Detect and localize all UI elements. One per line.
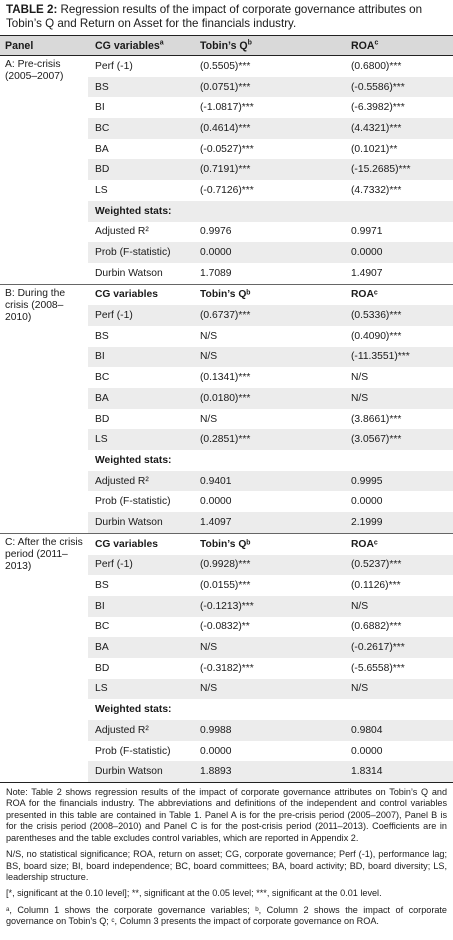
cell-variable: Prob (F-statistic) <box>95 745 171 757</box>
cell-roa: (0.6800)*** <box>351 60 402 72</box>
table-row <box>88 367 453 388</box>
cell-variable: BC <box>95 122 110 134</box>
table-row <box>88 555 453 576</box>
cell-variable: Perf (-1) <box>95 310 133 322</box>
table-row <box>88 534 453 555</box>
cell-tobins-q: (-0.0527)*** <box>200 143 254 155</box>
cell-variable: LS <box>95 434 108 446</box>
cell-variable: LS <box>95 184 108 196</box>
cell-roa: N/S <box>351 392 369 404</box>
table-row <box>88 97 453 118</box>
cell-tobins-q: N/S <box>200 683 218 695</box>
cell-variable: BA <box>95 143 109 155</box>
cell-roa: (0.6882)*** <box>351 621 402 633</box>
cell-roa: 1.4907 <box>351 267 383 279</box>
panel-rows <box>88 285 453 533</box>
cell-tobins-q: 0.0000 <box>200 247 232 259</box>
cell-roa: 0.9804 <box>351 724 383 736</box>
table-row <box>88 699 453 720</box>
cell-variable: CG variables <box>95 289 158 301</box>
table-notes <box>0 782 453 927</box>
panel-b <box>0 284 453 533</box>
cell-tobins-q: 0.0000 <box>200 745 232 757</box>
table-row <box>88 285 453 306</box>
cell-roa: (-6.3982)*** <box>351 102 405 114</box>
cell-roa: (0.1126)*** <box>351 580 401 592</box>
cell-variable: BI <box>95 351 105 363</box>
cell-roa: (3.8661)*** <box>351 413 402 425</box>
cell-variable: Perf (-1) <box>95 60 133 72</box>
cell-variable: Prob (F-statistic) <box>95 247 171 259</box>
table-row <box>88 658 453 679</box>
cell-tobins-q: N/S <box>200 330 218 342</box>
cell-variable: BS <box>95 580 109 592</box>
cell-roa: (4.7332)*** <box>351 184 402 196</box>
cell-roa: 0.0000 <box>351 496 383 508</box>
table-row <box>88 305 453 326</box>
cell-roa: (4.4321)*** <box>351 122 402 134</box>
cell-tobins-q: 1.4097 <box>200 516 232 528</box>
cell-roa: 0.0000 <box>351 745 383 757</box>
table-row <box>88 617 453 638</box>
cell-variable: Prob (F-statistic) <box>95 496 171 508</box>
table-title <box>0 0 453 33</box>
table-row <box>88 429 453 450</box>
table-row <box>88 180 453 201</box>
cell-tobins-q: (0.0751)*** <box>200 81 251 93</box>
cell-roa: (-0.2617)*** <box>351 642 405 654</box>
cell-roa: (0.5336)*** <box>351 310 402 322</box>
table-row <box>88 471 453 492</box>
table-row <box>88 139 453 160</box>
table-row <box>88 388 453 409</box>
cell-tobins-q: (-1.0817)*** <box>200 102 254 114</box>
table-row <box>88 159 453 180</box>
cell-variable: BD <box>95 662 110 674</box>
cell-tobins-q: N/S <box>200 351 218 363</box>
panel-c <box>0 533 453 782</box>
cell-variable: BD <box>95 164 110 176</box>
cell-roa: (-11.3551)*** <box>351 351 410 363</box>
cell-roa: (-5.6558)*** <box>351 662 405 674</box>
table-row <box>88 679 453 700</box>
cell-variable: BI <box>95 102 105 114</box>
cell-roa: N/S <box>351 600 369 612</box>
cell-tobins-q: N/S <box>200 642 218 654</box>
cell-roa: (0.5237)*** <box>351 559 402 571</box>
cell-tobins-q: (-0.7126)*** <box>200 184 254 196</box>
table-row <box>88 491 453 512</box>
panel-a <box>0 56 453 284</box>
cell-tobins-q: (0.6737)*** <box>200 310 251 322</box>
cell-tobins-q: (0.2851)*** <box>200 434 251 446</box>
cell-roa: N/S <box>351 683 369 695</box>
panel-rows <box>88 534 453 782</box>
panel-label: C: After the crisis period (2011–2013) <box>5 536 83 572</box>
cell-tobins-q: (-0.1213)*** <box>200 600 254 612</box>
cell-roa: (0.4090)*** <box>351 330 402 342</box>
cell-variable: Weighted stats: <box>95 205 172 217</box>
table-body <box>0 56 453 782</box>
panel-rows <box>88 56 453 284</box>
column-note: ᵃ, Column 1 shows the corporate governance variables; ᵇ, Column 2 shows the impact of corporate governance on Tobin’s Q; ᶜ, Column 3 presents the impact of corporate governance on ROA. <box>6 904 447 927</box>
cell-tobins-q: (0.0155)*** <box>200 580 251 592</box>
cell-variable: BD <box>95 413 110 425</box>
cell-tobins-q: 0.9988 <box>200 724 232 736</box>
cell-tobins-q: (-0.3182)*** <box>200 662 254 674</box>
table-row <box>88 575 453 596</box>
cell-tobins-q: (-0.0832)** <box>200 621 250 633</box>
table-label: TABLE 2: <box>6 3 58 16</box>
cell-variable: BS <box>95 330 109 342</box>
cell-variable: Adjusted R² <box>95 475 149 487</box>
header-roa: ROA$^c$ <box>351 38 379 52</box>
cell-tobins-q: (0.4614)*** <box>200 122 251 134</box>
cell-variable: BS <box>95 81 109 93</box>
table-row <box>88 450 453 471</box>
panel-label: B: During the crisis (2008–2010) <box>5 287 66 323</box>
cell-roa: (3.0567)*** <box>351 434 402 446</box>
cell-variable: Adjusted R² <box>95 724 149 736</box>
cell-variable: LS <box>95 683 108 695</box>
cell-tobins-q: (0.0180)*** <box>200 392 251 404</box>
table-row <box>88 201 453 222</box>
cell-tobins-q: (0.5505)*** <box>200 60 251 72</box>
cell-roa: 1.8314 <box>351 766 383 778</box>
cell-variable: CG variables <box>95 538 158 550</box>
note-paragraph: Note: Table 2 shows regression results of the impact of corporate governance attributes on Tobin’s Q and ROA for the financials industry. The abbreviations and definitions of the independent and control variables presented in this table are contained in Table 1. Panel A is for the pre-crisis period (2005–2007), Panel B is for the crisis period (2008–2010) and Panel C is for the post-crisis period (2011–2013). Coefficients are in parentheses and the table excludes control variables, which are reported in Appendix 2. <box>6 787 447 843</box>
cell-tobins-q: Tobin’s Qᵇ <box>200 538 251 550</box>
table-row <box>88 77 453 98</box>
table-row <box>88 347 453 368</box>
table-row <box>88 596 453 617</box>
header-panel: Panel <box>5 39 34 52</box>
cell-tobins-q: 0.9976 <box>200 226 232 238</box>
header-cg-variables: CG variables$^a$ <box>95 38 164 52</box>
table-row <box>88 222 453 243</box>
cell-roa: (-0.5586)*** <box>351 81 405 93</box>
table-row <box>88 326 453 347</box>
table-caption: Regression results of the impact of corporate governance attributes on Tobin’s Q and Return on Asset for the financials industry. <box>6 3 423 30</box>
cell-tobins-q: (0.7191)*** <box>200 164 251 176</box>
cell-tobins-q: N/S <box>200 413 218 425</box>
table-row <box>88 263 453 284</box>
header-tobins-q: Tobin’s $Q^b$ <box>200 38 252 52</box>
cell-variable: Durbin Watson <box>95 267 163 279</box>
cell-roa: (-15.2685)*** <box>351 164 411 176</box>
table-row <box>88 512 453 533</box>
significance-note: [*, significant at the 0.10 level]; **, significant at the 0.05 level; ***, significant at the 0.01 level. <box>6 888 382 899</box>
cell-roa: 2.1999 <box>351 516 383 528</box>
table-header <box>0 35 453 56</box>
abbreviations-note: N/S, no statistical significance; ROA, return on asset; CG, corporate governance; Perf (-1), performance lag; BS, board size; BI, board independence; BC, board committees; BA, board activity; BD, board diversity; LS, leadership structure. <box>6 849 447 882</box>
table-row <box>88 761 453 782</box>
cell-variable: Weighted stats: <box>95 704 172 716</box>
cell-tobins-q: 0.9401 <box>200 475 232 487</box>
cell-roa: ROAᶜ <box>351 538 378 550</box>
table-row <box>88 741 453 762</box>
cell-variable: BA <box>95 642 109 654</box>
table-row <box>88 118 453 139</box>
cell-tobins-q: Tobin’s Qᵇ <box>200 289 251 301</box>
cell-variable: Perf (-1) <box>95 559 133 571</box>
cell-variable: Durbin Watson <box>95 516 163 528</box>
table-row <box>88 720 453 741</box>
cell-variable: BC <box>95 621 110 633</box>
table-row <box>88 409 453 430</box>
cell-variable: Adjusted R² <box>95 226 149 238</box>
table-row <box>88 242 453 263</box>
cell-tobins-q: 1.8893 <box>200 766 232 778</box>
cell-tobins-q: (0.9928)*** <box>200 559 251 571</box>
cell-variable: BI <box>95 600 105 612</box>
panel-label: A: Pre-crisis (2005–2007) <box>5 59 64 82</box>
table-row <box>88 56 453 77</box>
cell-variable: Weighted stats: <box>95 454 172 466</box>
cell-roa: N/S <box>351 372 369 384</box>
cell-roa: 0.9971 <box>351 226 383 238</box>
cell-tobins-q: 0.0000 <box>200 496 232 508</box>
cell-tobins-q: 1.7089 <box>200 267 232 279</box>
cell-roa: (0.1021)** <box>351 143 398 155</box>
cell-variable: Durbin Watson <box>95 766 163 778</box>
cell-variable: BA <box>95 392 109 404</box>
cell-roa: 0.9995 <box>351 475 383 487</box>
cell-roa: 0.0000 <box>351 247 383 259</box>
cell-tobins-q: (0.1341)*** <box>200 372 251 384</box>
table-row <box>88 637 453 658</box>
cell-variable: BC <box>95 372 110 384</box>
cell-roa: ROAᶜ <box>351 289 378 301</box>
